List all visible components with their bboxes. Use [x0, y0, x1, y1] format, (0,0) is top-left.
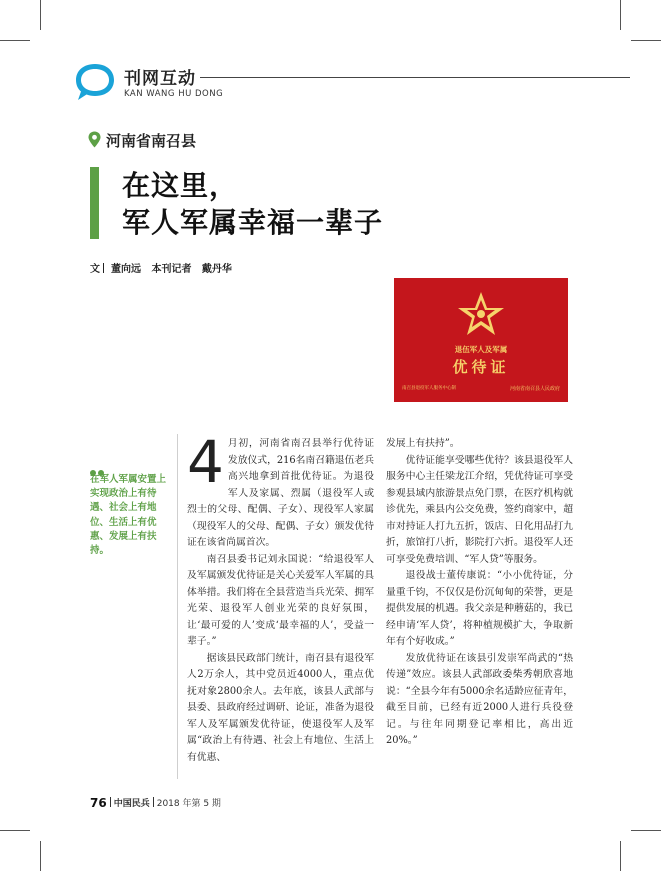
crop-mark [620, 841, 621, 871]
byline-divider [103, 263, 104, 273]
paragraph: 退役战士董传康说：“小小优待证，分量重千钧，不仅仅是份沉甸甸的荣誉，更是提供发展的机遇。我父亲是种蘑菇的，我已经申请‘军人贷’，将种植规模扩大，争取新年有个好收成。” [386, 570, 573, 647]
pull-quote: 在军人军属安置上实现政治上有待遇、社会上有地位、生活上有优惠、发展上有扶持。 [90, 474, 167, 557]
crop-mark [631, 830, 661, 831]
page-number: 76 [90, 796, 107, 810]
footer-divider [153, 797, 154, 807]
magazine-name: 中国民兵 [113, 799, 150, 809]
title-accent-bar [90, 167, 99, 239]
section-pinyin: KAN WANG HU DONG [124, 89, 224, 99]
paragraph [187, 428, 374, 552]
byline-authors: 董向远 本刊记者 戴丹华 [111, 264, 232, 275]
location-label: 河南省南召县 [106, 132, 197, 150]
location-pin-icon [88, 131, 101, 148]
article-title [122, 167, 383, 241]
card-heading: 退伍军人及军属 [454, 345, 508, 354]
star-emblem-icon [456, 290, 506, 340]
card-title: 优待证 [452, 358, 510, 376]
card-issuer-left: 南召县退役军人服务中心制 [402, 386, 456, 391]
certificate-photo [394, 278, 568, 402]
section-title: 刊网互动 [124, 69, 196, 89]
paragraph-text: 月初，河南省南召县举行优待证发放仪式，216名南召籍退伍老兵高兴地拿到首批优待证。为退役军人及家属、烈属（退役军人或烈士的父母、配偶、子女）、现役军人家属（现役军人的父母、配偶、子女）颁发优待证在该省尚属首次。 [187, 438, 374, 548]
body-column-1 [187, 428, 374, 766]
quote-dots-icon [90, 461, 110, 467]
title-line: 在这里， [122, 169, 239, 202]
byline-prefix: 文 [90, 264, 100, 275]
card-issuer-right: 河南省南召县人民政府 [509, 386, 560, 392]
page-footer [90, 796, 221, 810]
drop-cap: 4 [187, 428, 224, 496]
paragraph: 南召县委书记刘永国说：“给退役军人及军属颁发优待证是关心关爱军人军属的具体举措。我们将在全县营造当兵光荣、拥军光荣、退役军人创业光荣的良好氛围，让‘最可爱的人’变成‘最幸福的人’，受益一辈子。” [187, 553, 374, 647]
speech-bubble-icon [74, 62, 116, 102]
title-line: 军人军属幸福一辈子 [122, 206, 384, 239]
body-column-2 [386, 436, 573, 750]
crop-mark [631, 40, 661, 41]
paragraph: 优待证能享受哪些优待？该县退役军人服务中心主任梁龙江介绍，凭优待证可享受参观县域内旅游景点免门票，在医疗机构就诊优先，乘县内公交免费，签约商家中，超市对持证人打九五折，饭店、日化用品打九折，旅馆打八折，影院打六折。退役军人还可享受免费培训、“军人贷”等服务。 [386, 454, 573, 565]
crop-mark [40, 841, 41, 871]
header-rule [200, 77, 630, 78]
paragraph: 发展上有扶持”。 [386, 438, 460, 449]
crop-mark [0, 40, 30, 41]
issue-label: 2018 年第 5 期 [156, 799, 221, 809]
crop-mark [0, 830, 30, 831]
byline [90, 260, 232, 275]
paragraph: 据该县民政部门统计，南召县有退役军人2万余人，其中党员近4000人，重点优抚对象2800余人。去年底，该县人武部与县委、县政府经过调研、论证，准备为退役军人及军属颁发优待证，使退役军人及军属“政治上有待遇、社会上有地位、生活上有优惠、 [187, 652, 374, 763]
paragraph: 发放优待证在该县引发崇军尚武的“热传递”效应。该县人武部政委柴秀朝欣喜地说：“全县今年有5000余名适龄应征青年，截至目前，已经有近2000人进行兵役登记。与往年同期登记率相比，高出近20%。” [386, 652, 573, 746]
column-divider [177, 434, 178, 779]
footer-divider [110, 797, 111, 807]
crop-mark [620, 0, 621, 30]
crop-mark [40, 0, 41, 30]
